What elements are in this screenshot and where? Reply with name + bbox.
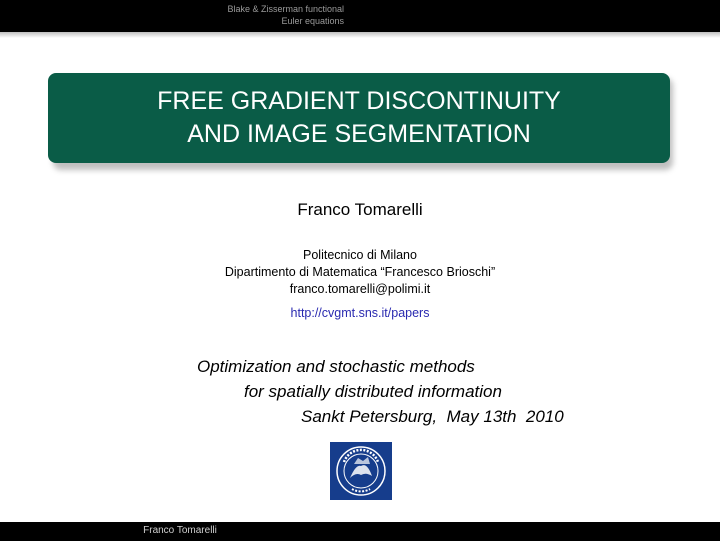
- footer-author: Franco Tomarelli: [143, 525, 217, 536]
- institute-name: Politecnico di Milano: [303, 248, 417, 262]
- section-navigation: [227, 3, 344, 27]
- university-logo: [330, 442, 392, 500]
- department-name: Dipartimento di Matematica “Francesco Brioschi”: [224, 265, 496, 279]
- title-box: [48, 73, 670, 163]
- author-email: franco.tomarelli@polimi.it: [289, 282, 431, 296]
- conference-info: [197, 354, 564, 429]
- title-line-1: FREE GRADIENT DISCONTINUITY: [157, 87, 561, 115]
- header-right-panel: [360, 0, 720, 32]
- seal-icon: [330, 442, 392, 500]
- author-name: Franco Tomarelli: [297, 200, 423, 219]
- header-bar: [0, 0, 720, 32]
- papers-link[interactable]: http://cvgmt.sns.it/papers: [290, 306, 430, 320]
- footer-bar: [0, 522, 720, 541]
- conference-line-1: Optimization and stochastic methods: [197, 357, 475, 376]
- nav-section-euler-equations[interactable]: Euler equations: [281, 16, 344, 26]
- institute-block: [0, 247, 720, 298]
- conference-line-2: for spatially distributed information: [244, 382, 502, 401]
- title-line-2: AND IMAGE SEGMENTATION: [187, 120, 531, 148]
- footer-right-panel: [360, 522, 720, 541]
- conference-line-3: Sankt Petersburg, May 13th 2010: [301, 407, 564, 426]
- header-shadow: [0, 32, 720, 38]
- nav-section-blake-zisserman[interactable]: Blake & Zisserman functional: [227, 4, 344, 14]
